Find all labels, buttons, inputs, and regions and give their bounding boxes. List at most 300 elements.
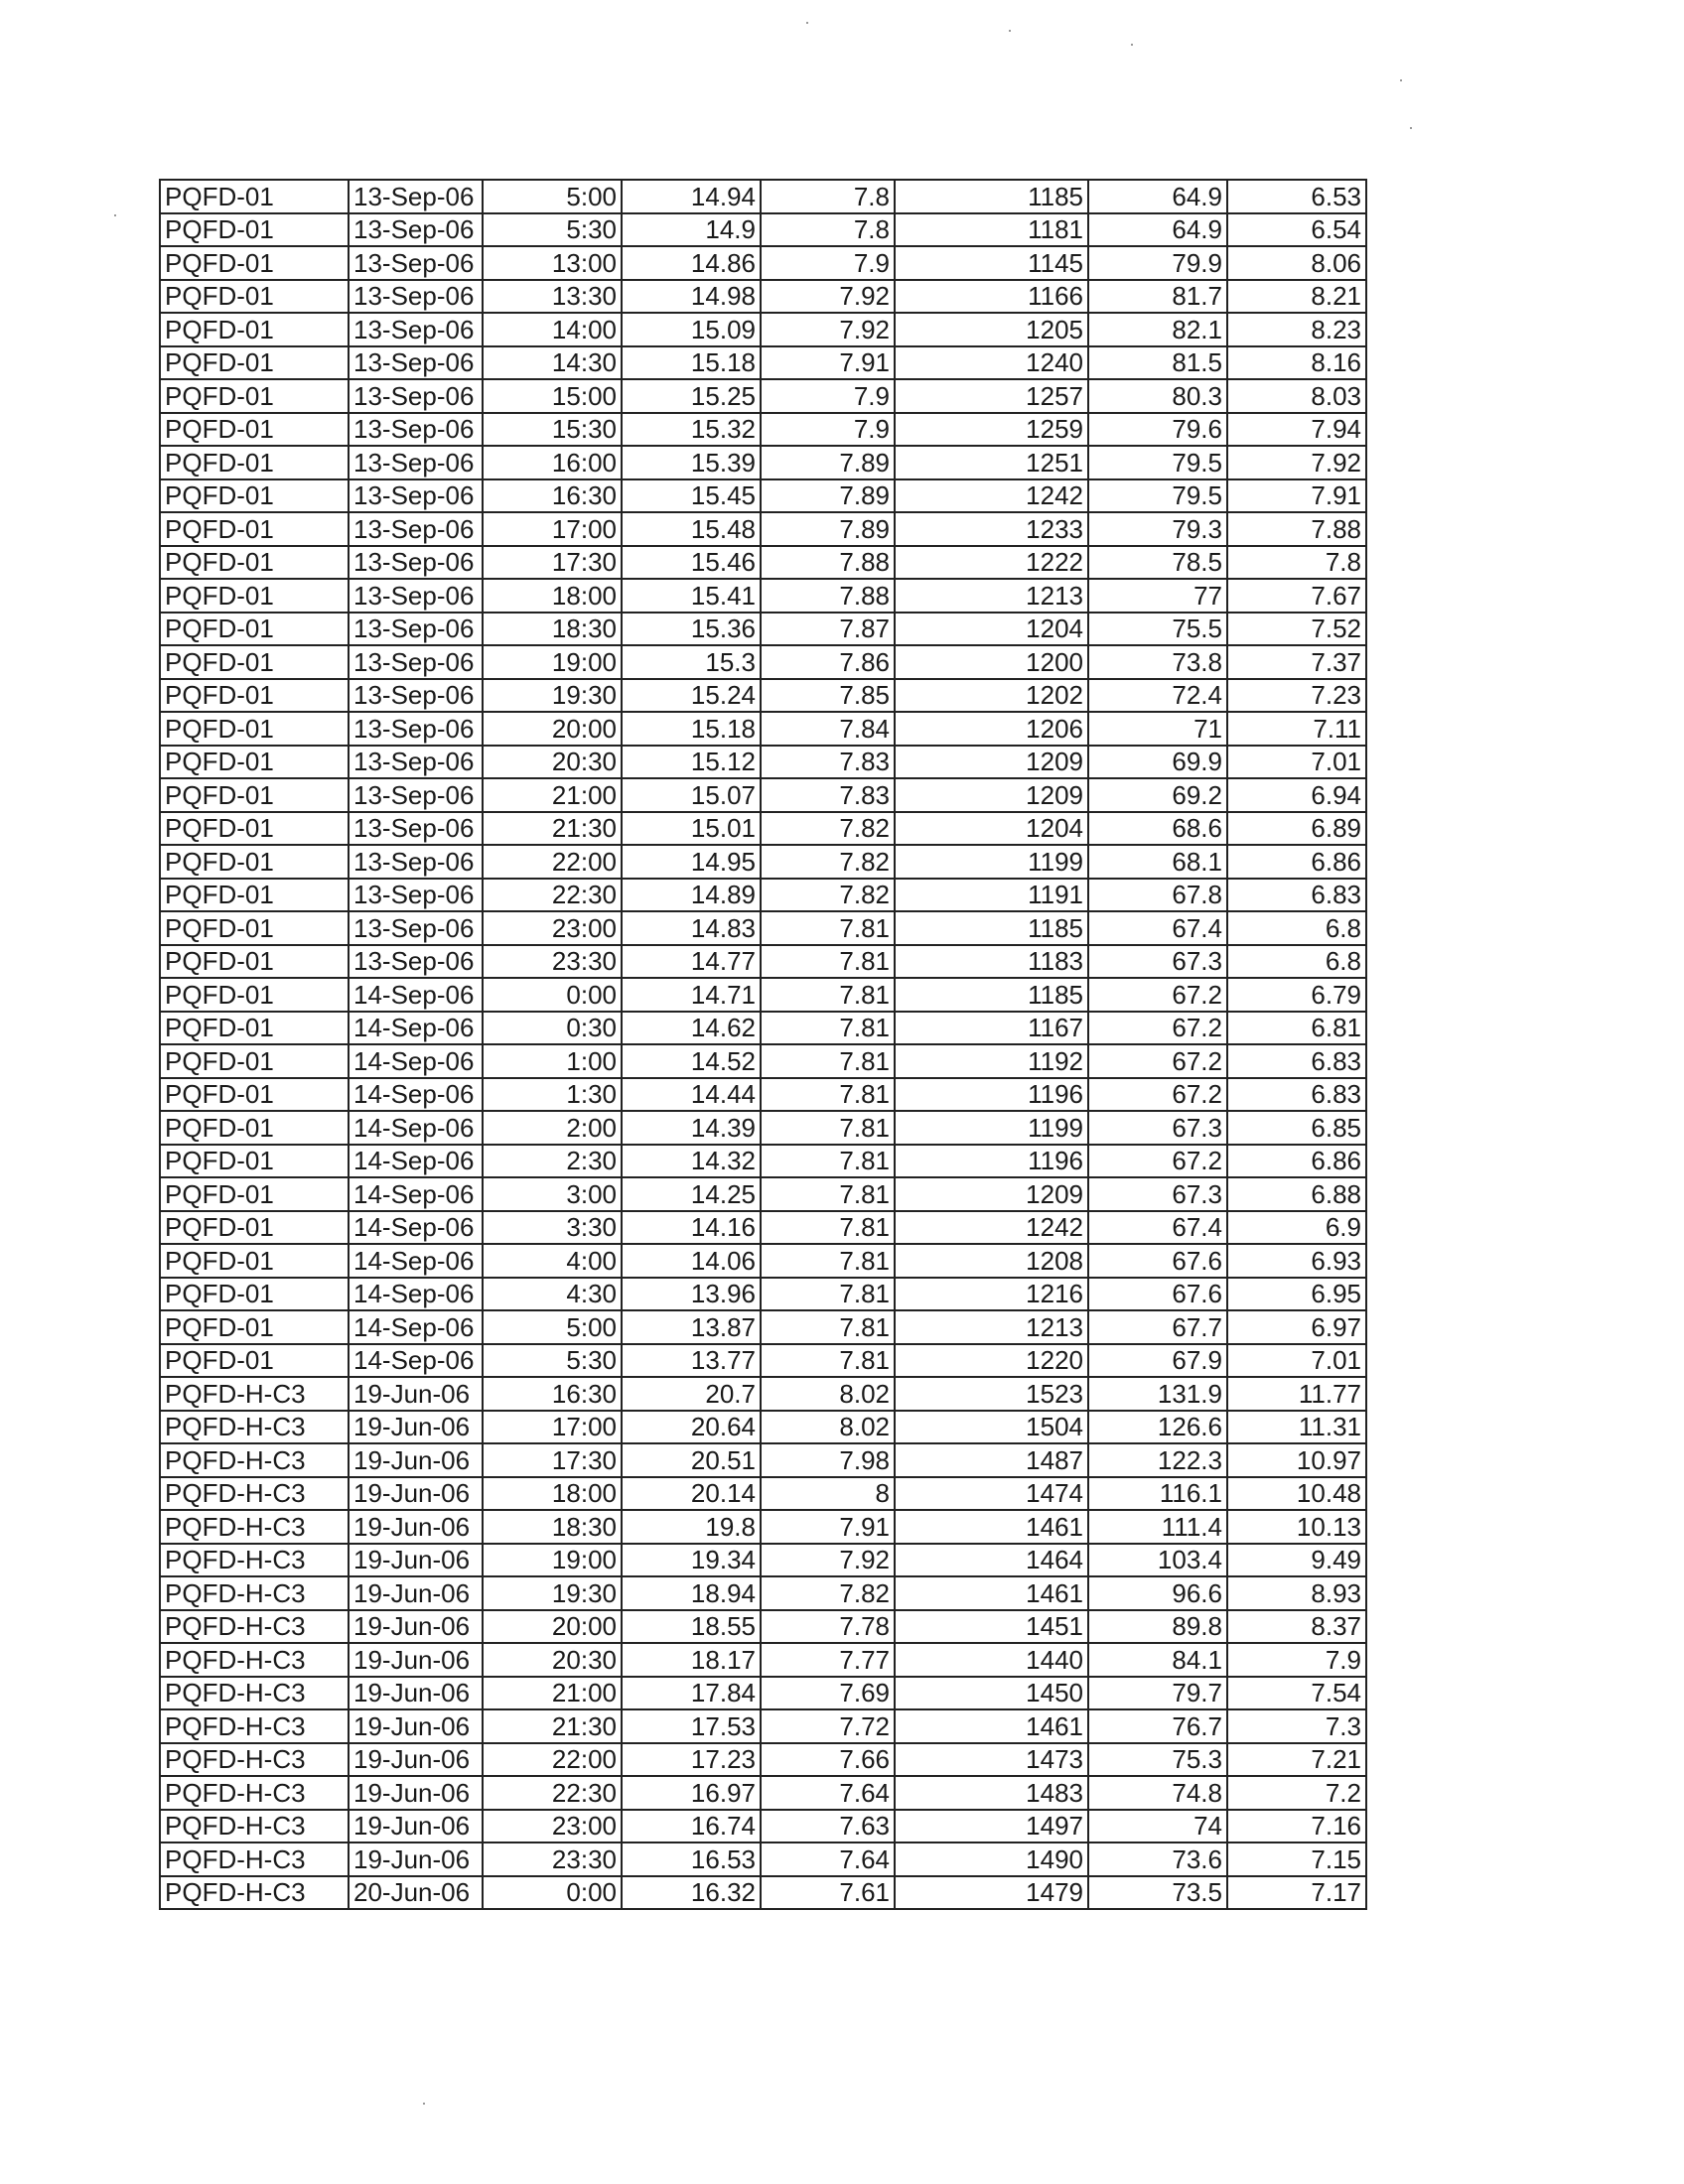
value-1-cell: 16.74 — [622, 1810, 761, 1843]
date-cell: 13-Sep-06 — [349, 845, 483, 879]
time-cell: 22:30 — [483, 1776, 622, 1810]
value-3-cell: 1206 — [895, 712, 1088, 746]
value-3-cell: 1257 — [895, 379, 1088, 413]
station-id-cell: PQFD-01 — [160, 379, 349, 413]
value-5-cell: 6.97 — [1227, 1310, 1366, 1344]
station-id-cell: PQFD-01 — [160, 180, 349, 213]
time-cell: 19:00 — [483, 1544, 622, 1577]
station-id-cell: PQFD-01 — [160, 1012, 349, 1045]
station-id-cell: PQFD-01 — [160, 1078, 349, 1112]
value-3-cell: 1240 — [895, 346, 1088, 380]
station-id-cell: PQFD-H-C3 — [160, 1411, 349, 1444]
value-5-cell: 9.49 — [1227, 1544, 1366, 1577]
value-3-cell: 1145 — [895, 246, 1088, 280]
value-3-cell: 1504 — [895, 1411, 1088, 1444]
value-2-cell: 7.81 — [761, 1078, 895, 1112]
scan-speck — [1400, 79, 1402, 81]
value-5-cell: 7.15 — [1227, 1843, 1366, 1876]
value-3-cell: 1222 — [895, 546, 1088, 580]
value-3-cell: 1523 — [895, 1377, 1088, 1411]
station-id-cell: PQFD-01 — [160, 1344, 349, 1378]
value-4-cell: 111.4 — [1088, 1510, 1227, 1544]
value-3-cell: 1473 — [895, 1743, 1088, 1777]
value-4-cell: 68.1 — [1088, 845, 1227, 879]
value-1-cell: 15.24 — [622, 679, 761, 713]
value-4-cell: 75.3 — [1088, 1743, 1227, 1777]
station-id-cell: PQFD-01 — [160, 978, 349, 1012]
value-4-cell: 73.6 — [1088, 1843, 1227, 1876]
value-3-cell: 1451 — [895, 1610, 1088, 1644]
value-4-cell: 79.5 — [1088, 479, 1227, 513]
time-cell: 18:00 — [483, 579, 622, 613]
station-id-cell: PQFD-01 — [160, 1111, 349, 1145]
value-2-cell: 7.81 — [761, 911, 895, 945]
value-2-cell: 7.77 — [761, 1643, 895, 1677]
value-3-cell: 1202 — [895, 679, 1088, 713]
station-id-cell: PQFD-01 — [160, 1244, 349, 1278]
value-5-cell: 6.83 — [1227, 1044, 1366, 1078]
time-cell: 22:30 — [483, 879, 622, 912]
value-1-cell: 16.53 — [622, 1843, 761, 1876]
value-2-cell: 8.02 — [761, 1411, 895, 1444]
value-2-cell: 7.85 — [761, 679, 895, 713]
value-5-cell: 7.67 — [1227, 579, 1366, 613]
value-2-cell: 7.64 — [761, 1843, 895, 1876]
table-row — [160, 1743, 1366, 1777]
time-cell: 17:30 — [483, 1443, 622, 1477]
value-5-cell: 6.94 — [1227, 778, 1366, 812]
time-cell: 4:30 — [483, 1278, 622, 1311]
date-cell: 14-Sep-06 — [349, 978, 483, 1012]
value-1-cell: 15.07 — [622, 778, 761, 812]
station-id-cell: PQFD-01 — [160, 1044, 349, 1078]
station-id-cell: PQFD-01 — [160, 213, 349, 247]
scan-speck — [1410, 127, 1412, 129]
table-row — [160, 1810, 1366, 1843]
value-4-cell: 77 — [1088, 579, 1227, 613]
time-cell: 3:00 — [483, 1177, 622, 1211]
value-1-cell: 18.55 — [622, 1610, 761, 1644]
station-id-cell: PQFD-01 — [160, 945, 349, 979]
station-id-cell: PQFD-01 — [160, 579, 349, 613]
value-4-cell: 79.6 — [1088, 413, 1227, 447]
value-2-cell: 7.92 — [761, 313, 895, 346]
date-cell: 13-Sep-06 — [349, 512, 483, 546]
table-row — [160, 1044, 1366, 1078]
station-id-cell: PQFD-01 — [160, 845, 349, 879]
date-cell: 13-Sep-06 — [349, 446, 483, 479]
station-id-cell: PQFD-H-C3 — [160, 1876, 349, 1910]
time-cell: 23:30 — [483, 1843, 622, 1876]
value-5-cell: 11.31 — [1227, 1411, 1366, 1444]
value-3-cell: 1497 — [895, 1810, 1088, 1843]
value-5-cell: 8.23 — [1227, 313, 1366, 346]
date-cell: 13-Sep-06 — [349, 812, 483, 846]
station-id-cell: PQFD-H-C3 — [160, 1776, 349, 1810]
value-4-cell: 68.6 — [1088, 812, 1227, 846]
value-2-cell: 7.81 — [761, 1044, 895, 1078]
table-row — [160, 1876, 1366, 1910]
value-3-cell: 1213 — [895, 1310, 1088, 1344]
table-row — [160, 1610, 1366, 1644]
table-row — [160, 1544, 1366, 1577]
date-cell: 13-Sep-06 — [349, 679, 483, 713]
value-1-cell: 14.71 — [622, 978, 761, 1012]
value-1-cell: 19.34 — [622, 1544, 761, 1577]
time-cell: 4:00 — [483, 1244, 622, 1278]
value-5-cell: 7.21 — [1227, 1743, 1366, 1777]
value-1-cell: 14.89 — [622, 879, 761, 912]
value-3-cell: 1220 — [895, 1344, 1088, 1378]
value-4-cell: 122.3 — [1088, 1443, 1227, 1477]
value-2-cell: 7.81 — [761, 945, 895, 979]
value-3-cell: 1208 — [895, 1244, 1088, 1278]
table-row — [160, 1677, 1366, 1710]
value-5-cell: 6.53 — [1227, 180, 1366, 213]
value-5-cell: 10.48 — [1227, 1477, 1366, 1511]
value-1-cell: 14.9 — [622, 213, 761, 247]
value-3-cell: 1440 — [895, 1643, 1088, 1677]
table-row — [160, 679, 1366, 713]
value-4-cell: 103.4 — [1088, 1544, 1227, 1577]
value-2-cell: 7.87 — [761, 613, 895, 646]
value-2-cell: 7.89 — [761, 446, 895, 479]
value-1-cell: 20.64 — [622, 1411, 761, 1444]
value-2-cell: 7.69 — [761, 1677, 895, 1710]
value-4-cell: 82.1 — [1088, 313, 1227, 346]
value-5-cell: 6.86 — [1227, 1145, 1366, 1178]
date-cell: 14-Sep-06 — [349, 1310, 483, 1344]
time-cell: 5:00 — [483, 180, 622, 213]
value-4-cell: 69.9 — [1088, 746, 1227, 779]
table-row — [160, 1078, 1366, 1112]
date-cell: 19-Jun-06 — [349, 1843, 483, 1876]
value-1-cell: 16.32 — [622, 1876, 761, 1910]
value-4-cell: 79.5 — [1088, 446, 1227, 479]
value-5-cell: 7.2 — [1227, 1776, 1366, 1810]
date-cell: 19-Jun-06 — [349, 1510, 483, 1544]
value-4-cell: 67.4 — [1088, 911, 1227, 945]
value-4-cell: 67.2 — [1088, 1044, 1227, 1078]
value-3-cell: 1461 — [895, 1576, 1088, 1610]
value-5-cell: 7.17 — [1227, 1876, 1366, 1910]
table-row — [160, 1310, 1366, 1344]
value-2-cell: 7.81 — [761, 1244, 895, 1278]
scan-speck — [806, 22, 808, 24]
value-5-cell: 6.8 — [1227, 945, 1366, 979]
time-cell: 17:00 — [483, 1411, 622, 1444]
value-5-cell: 11.77 — [1227, 1377, 1366, 1411]
value-5-cell: 7.94 — [1227, 413, 1366, 447]
value-5-cell: 7.8 — [1227, 546, 1366, 580]
value-5-cell: 6.83 — [1227, 1078, 1366, 1112]
value-5-cell: 7.54 — [1227, 1677, 1366, 1710]
value-2-cell: 7.61 — [761, 1876, 895, 1910]
value-5-cell: 7.3 — [1227, 1709, 1366, 1743]
table-row — [160, 280, 1366, 314]
station-id-cell: PQFD-01 — [160, 679, 349, 713]
table-row — [160, 945, 1366, 979]
date-cell: 13-Sep-06 — [349, 911, 483, 945]
table-row — [160, 1776, 1366, 1810]
value-2-cell: 7.84 — [761, 712, 895, 746]
value-4-cell: 80.3 — [1088, 379, 1227, 413]
time-cell: 14:00 — [483, 313, 622, 346]
date-cell: 19-Jun-06 — [349, 1677, 483, 1710]
value-1-cell: 15.46 — [622, 546, 761, 580]
station-id-cell: PQFD-H-C3 — [160, 1610, 349, 1644]
value-1-cell: 15.01 — [622, 812, 761, 846]
value-4-cell: 67.3 — [1088, 1111, 1227, 1145]
value-4-cell: 67.2 — [1088, 1145, 1227, 1178]
date-cell: 13-Sep-06 — [349, 280, 483, 314]
value-5-cell: 8.37 — [1227, 1610, 1366, 1644]
time-cell: 23:00 — [483, 1810, 622, 1843]
date-cell: 14-Sep-06 — [349, 1078, 483, 1112]
value-3-cell: 1192 — [895, 1044, 1088, 1078]
value-5-cell: 6.86 — [1227, 845, 1366, 879]
value-5-cell: 6.93 — [1227, 1244, 1366, 1278]
station-id-cell: PQFD-01 — [160, 1310, 349, 1344]
value-3-cell: 1204 — [895, 812, 1088, 846]
value-4-cell: 67.6 — [1088, 1244, 1227, 1278]
value-4-cell: 73.5 — [1088, 1876, 1227, 1910]
value-5-cell: 7.92 — [1227, 446, 1366, 479]
date-cell: 13-Sep-06 — [349, 246, 483, 280]
table-row — [160, 778, 1366, 812]
value-4-cell: 76.7 — [1088, 1709, 1227, 1743]
table-row — [160, 812, 1366, 846]
time-cell: 5:30 — [483, 213, 622, 247]
table-row — [160, 1012, 1366, 1045]
date-cell: 13-Sep-06 — [349, 613, 483, 646]
value-1-cell: 15.18 — [622, 346, 761, 380]
date-cell: 19-Jun-06 — [349, 1411, 483, 1444]
scan-speck — [1131, 44, 1133, 46]
value-4-cell: 67.2 — [1088, 1012, 1227, 1045]
station-id-cell: PQFD-H-C3 — [160, 1643, 349, 1677]
value-2-cell: 7.9 — [761, 413, 895, 447]
station-id-cell: PQFD-01 — [160, 446, 349, 479]
date-cell: 14-Sep-06 — [349, 1012, 483, 1045]
time-cell: 16:30 — [483, 1377, 622, 1411]
value-1-cell: 14.95 — [622, 845, 761, 879]
value-3-cell: 1213 — [895, 579, 1088, 613]
value-3-cell: 1461 — [895, 1709, 1088, 1743]
date-cell: 14-Sep-06 — [349, 1111, 483, 1145]
value-4-cell: 79.7 — [1088, 1677, 1227, 1710]
value-1-cell: 13.96 — [622, 1278, 761, 1311]
value-1-cell: 20.51 — [622, 1443, 761, 1477]
date-cell: 14-Sep-06 — [349, 1211, 483, 1245]
value-5-cell: 6.81 — [1227, 1012, 1366, 1045]
table-row — [160, 1145, 1366, 1178]
table-row — [160, 1643, 1366, 1677]
station-id-cell: PQFD-01 — [160, 1145, 349, 1178]
table-row — [160, 446, 1366, 479]
table-row — [160, 1111, 1366, 1145]
value-3-cell: 1483 — [895, 1776, 1088, 1810]
date-cell: 13-Sep-06 — [349, 479, 483, 513]
station-id-cell: PQFD-H-C3 — [160, 1510, 349, 1544]
station-id-cell: PQFD-01 — [160, 1278, 349, 1311]
time-cell: 21:00 — [483, 1677, 622, 1710]
time-cell: 18:30 — [483, 613, 622, 646]
date-cell: 19-Jun-06 — [349, 1743, 483, 1777]
station-id-cell: PQFD-H-C3 — [160, 1677, 349, 1710]
value-4-cell: 126.6 — [1088, 1411, 1227, 1444]
value-4-cell: 67.6 — [1088, 1278, 1227, 1311]
value-1-cell: 15.48 — [622, 512, 761, 546]
time-cell: 0:00 — [483, 1876, 622, 1910]
value-1-cell: 14.06 — [622, 1244, 761, 1278]
value-1-cell: 17.53 — [622, 1709, 761, 1743]
value-2-cell: 7.81 — [761, 978, 895, 1012]
time-cell: 17:00 — [483, 512, 622, 546]
value-2-cell: 7.81 — [761, 1344, 895, 1378]
station-id-cell: PQFD-01 — [160, 546, 349, 580]
value-1-cell: 15.36 — [622, 613, 761, 646]
table-row — [160, 180, 1366, 213]
value-1-cell: 18.17 — [622, 1643, 761, 1677]
value-1-cell: 16.97 — [622, 1776, 761, 1810]
value-3-cell: 1191 — [895, 879, 1088, 912]
value-1-cell: 14.98 — [622, 280, 761, 314]
value-2-cell: 7.98 — [761, 1443, 895, 1477]
value-2-cell: 7.92 — [761, 280, 895, 314]
value-5-cell: 7.01 — [1227, 746, 1366, 779]
value-3-cell: 1199 — [895, 1111, 1088, 1145]
value-1-cell: 14.52 — [622, 1044, 761, 1078]
value-5-cell: 7.01 — [1227, 1344, 1366, 1378]
value-3-cell: 1199 — [895, 845, 1088, 879]
value-1-cell: 18.94 — [622, 1576, 761, 1610]
value-3-cell: 1196 — [895, 1078, 1088, 1112]
date-cell: 13-Sep-06 — [349, 313, 483, 346]
date-cell: 13-Sep-06 — [349, 945, 483, 979]
value-4-cell: 73.8 — [1088, 645, 1227, 679]
value-5-cell: 6.79 — [1227, 978, 1366, 1012]
value-3-cell: 1259 — [895, 413, 1088, 447]
date-cell: 13-Sep-06 — [349, 879, 483, 912]
table-row — [160, 1177, 1366, 1211]
value-5-cell: 6.9 — [1227, 1211, 1366, 1245]
date-cell: 19-Jun-06 — [349, 1443, 483, 1477]
value-4-cell: 131.9 — [1088, 1377, 1227, 1411]
value-3-cell: 1216 — [895, 1278, 1088, 1311]
time-cell: 5:00 — [483, 1310, 622, 1344]
table-row — [160, 413, 1366, 447]
value-1-cell: 15.18 — [622, 712, 761, 746]
value-5-cell: 6.95 — [1227, 1278, 1366, 1311]
station-id-cell: PQFD-01 — [160, 778, 349, 812]
date-cell: 13-Sep-06 — [349, 546, 483, 580]
value-2-cell: 7.83 — [761, 778, 895, 812]
value-2-cell: 7.89 — [761, 512, 895, 546]
station-id-cell: PQFD-01 — [160, 512, 349, 546]
date-cell: 13-Sep-06 — [349, 579, 483, 613]
table-row — [160, 1377, 1366, 1411]
date-cell: 20-Jun-06 — [349, 1876, 483, 1910]
value-1-cell: 15.09 — [622, 313, 761, 346]
value-2-cell: 7.92 — [761, 1544, 895, 1577]
time-cell: 13:30 — [483, 280, 622, 314]
scan-speck — [423, 2103, 425, 2105]
value-3-cell: 1166 — [895, 280, 1088, 314]
table-row — [160, 546, 1366, 580]
time-cell: 22:00 — [483, 845, 622, 879]
value-5-cell: 7.88 — [1227, 512, 1366, 546]
time-cell: 15:00 — [483, 379, 622, 413]
station-id-cell: PQFD-01 — [160, 313, 349, 346]
value-5-cell: 10.13 — [1227, 1510, 1366, 1544]
time-cell: 2:30 — [483, 1145, 622, 1178]
value-1-cell: 13.87 — [622, 1310, 761, 1344]
value-1-cell: 14.83 — [622, 911, 761, 945]
value-3-cell: 1242 — [895, 479, 1088, 513]
date-cell: 13-Sep-06 — [349, 379, 483, 413]
time-cell: 21:00 — [483, 778, 622, 812]
time-cell: 13:00 — [483, 246, 622, 280]
value-4-cell: 67.7 — [1088, 1310, 1227, 1344]
time-cell: 0:00 — [483, 978, 622, 1012]
value-2-cell: 7.91 — [761, 346, 895, 380]
value-1-cell: 17.23 — [622, 1743, 761, 1777]
value-5-cell: 8.16 — [1227, 346, 1366, 380]
time-cell: 0:30 — [483, 1012, 622, 1045]
time-cell: 14:30 — [483, 346, 622, 380]
value-5-cell: 6.83 — [1227, 879, 1366, 912]
value-5-cell: 7.91 — [1227, 479, 1366, 513]
value-4-cell: 75.5 — [1088, 613, 1227, 646]
time-cell: 19:30 — [483, 679, 622, 713]
table-row — [160, 213, 1366, 247]
station-id-cell: PQFD-01 — [160, 246, 349, 280]
date-cell: 13-Sep-06 — [349, 712, 483, 746]
value-2-cell: 7.82 — [761, 1576, 895, 1610]
date-cell: 14-Sep-06 — [349, 1145, 483, 1178]
data-table-body — [160, 180, 1366, 1909]
value-4-cell: 67.3 — [1088, 945, 1227, 979]
station-id-cell: PQFD-01 — [160, 346, 349, 380]
value-5-cell: 8.21 — [1227, 280, 1366, 314]
value-4-cell: 89.8 — [1088, 1610, 1227, 1644]
time-cell: 23:30 — [483, 945, 622, 979]
value-2-cell: 7.66 — [761, 1743, 895, 1777]
date-cell: 13-Sep-06 — [349, 746, 483, 779]
value-5-cell: 7.52 — [1227, 613, 1366, 646]
station-id-cell: PQFD-H-C3 — [160, 1843, 349, 1876]
time-cell: 15:30 — [483, 413, 622, 447]
value-5-cell: 7.16 — [1227, 1810, 1366, 1843]
value-4-cell: 64.9 — [1088, 180, 1227, 213]
date-cell: 19-Jun-06 — [349, 1643, 483, 1677]
table-row — [160, 346, 1366, 380]
value-2-cell: 7.9 — [761, 379, 895, 413]
time-cell: 18:00 — [483, 1477, 622, 1511]
value-2-cell: 7.72 — [761, 1709, 895, 1743]
station-id-cell: PQFD-01 — [160, 645, 349, 679]
value-3-cell: 1490 — [895, 1843, 1088, 1876]
value-2-cell: 7.89 — [761, 479, 895, 513]
value-5-cell: 7.37 — [1227, 645, 1366, 679]
value-2-cell: 7.81 — [761, 1211, 895, 1245]
value-3-cell: 1183 — [895, 945, 1088, 979]
time-cell: 2:00 — [483, 1111, 622, 1145]
value-1-cell: 15.25 — [622, 379, 761, 413]
time-cell: 5:30 — [483, 1344, 622, 1378]
value-1-cell: 14.77 — [622, 945, 761, 979]
